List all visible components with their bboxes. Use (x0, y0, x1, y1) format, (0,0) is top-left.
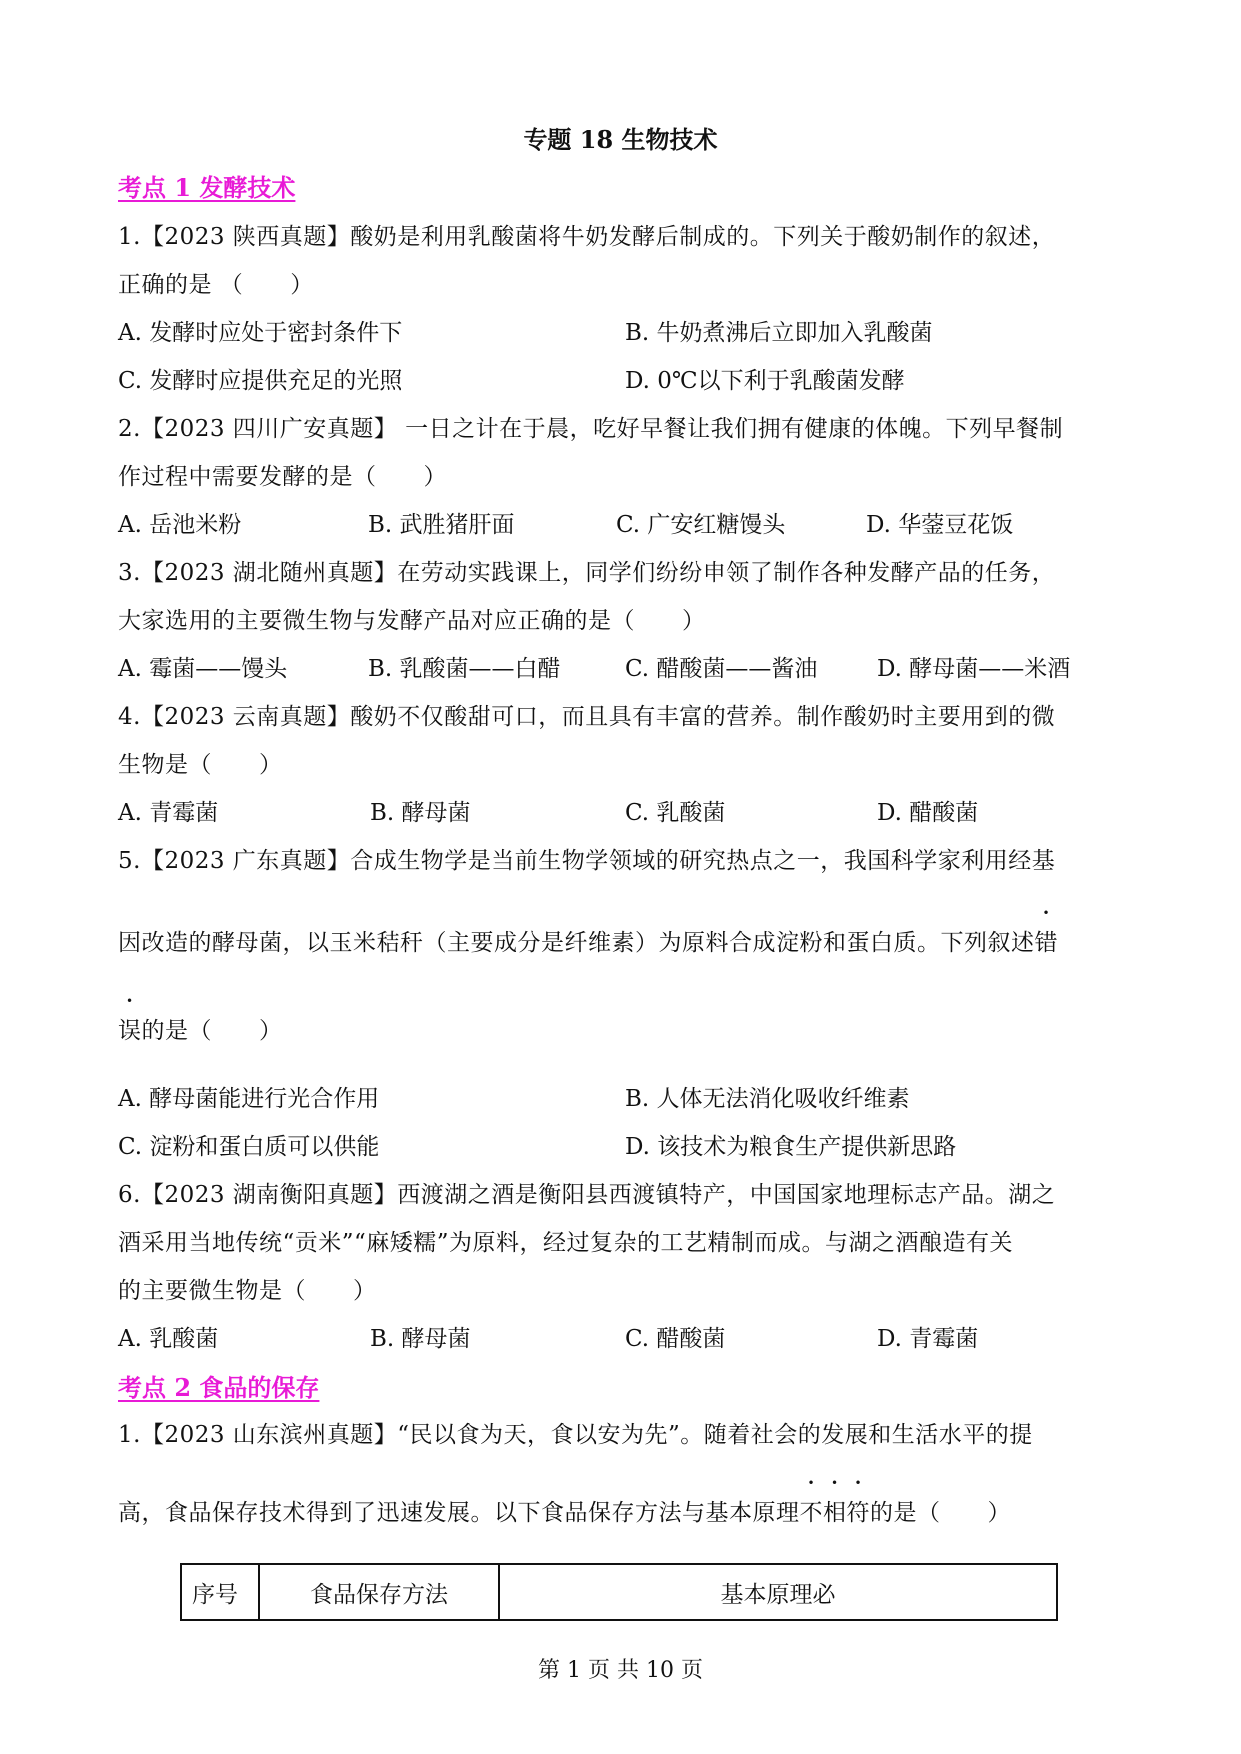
question-table (180, 1563, 1058, 1621)
option-d: D. 0℃以下利于乳酸菌发酵 (625, 368, 905, 394)
question-text: 2.【2023 四川广安真题】 一日之计在于晨，吃好早餐让我们拥有健康的体魄。下列早餐制 (118, 416, 1064, 442)
option-a: A. 岳池米粉 (118, 512, 242, 538)
option-b: B. 人体无法消化吸收纤维素 (625, 1086, 910, 1112)
emphasis-char: 相 (823, 1500, 847, 1526)
option-a: A. 酵母菌能进行光合作用 (118, 1086, 380, 1112)
page-title: 专题 18 生物技术 (523, 125, 718, 154)
table-header-cell: 基本原理必 (499, 1564, 1057, 1620)
question-text: 生物是（ ） (118, 752, 283, 778)
option-d: D. 酵母菌——米酒 (877, 656, 1071, 682)
question-text: 正确的是 （ ） (118, 272, 314, 298)
option-a: A. 霉菌——馒头 (118, 656, 288, 682)
table-header-cell: 食品保存方法 (259, 1564, 499, 1620)
option-b: B. 酵母菌 (370, 1326, 471, 1352)
question-text (118, 1494, 1011, 1527)
option-c: C. 淀粉和蛋白质可以供能 (118, 1134, 380, 1160)
option-a: A. 乳酸菌 (118, 1326, 219, 1352)
emphasis-char: 错 (1034, 930, 1058, 956)
option-b: B. 乳酸菌——白醋 (368, 656, 561, 682)
option-a: A. 发酵时应处于密封条件下 (118, 320, 403, 346)
question-text: 3.【2023 湖北随州真题】在劳动实践课上，同学们纷纷申领了制作各种发酵产品的任务， (118, 560, 1056, 586)
emphasis-char: 不 (799, 1500, 823, 1526)
question-text-part: 的是（ ） (870, 1500, 1011, 1526)
option-a: A. 青霉菌 (118, 800, 219, 826)
emphasis-text (800, 1500, 871, 1526)
question-text: 大家选用的主要微生物与发酵产品对应正确的是（ ） (118, 608, 706, 634)
option-b: B. 牛奶煮沸后立即加入乳酸菌 (625, 320, 933, 346)
question-text: 酒采用当地传统“贡米”“麻矮糯”为原料，经过复杂的工艺精制而成。与湖之酒酿造有关 (118, 1230, 1014, 1256)
question-text: 1.【2023 陕西真题】酸奶是利用乳酸菌将牛奶发酵后制成的。下列关于酸奶制作的叙述， (118, 224, 1056, 250)
question-text: 5.【2023 广东真题】合成生物学是当前生物学领域的研究热点之一，我国科学家利用经基 (118, 848, 1056, 874)
section-heading: 考点 2 食品的保存 (118, 1373, 320, 1402)
emphasis-char: 符 (846, 1500, 870, 1526)
section-heading: 考点 1 发酵技术 (118, 173, 296, 202)
question-text (118, 1012, 283, 1045)
question-text (118, 924, 1058, 957)
table-header-row (181, 1564, 1057, 1620)
option-d: D. 醋酸菌 (877, 800, 979, 826)
question-text: 6.【2023 湖南衡阳真题】西渡湖之酒是衡阳县西渡镇特产，中国国家地理标志产品。湖之 (118, 1182, 1056, 1208)
question-text: 1.【2023 山东滨州真题】“民以食为天，食以安为先”。随着社会的发展和生活水平的提 (118, 1422, 1033, 1448)
question-text: 的主要微生物是（ ） (118, 1278, 377, 1304)
option-c: C. 广安红糖馒头 (616, 512, 786, 538)
emphasis-char: 误 (118, 1018, 142, 1044)
question-text: 作过程中需要发酵的是（ ） (118, 464, 447, 490)
option-d: D. 华蓥豆花饭 (866, 512, 1014, 538)
page-footer: 第 1 页 共 10 页 (538, 1658, 703, 1683)
option-b: B. 武胜猪肝面 (368, 512, 515, 538)
question-text-part: 的是（ ） (141, 1018, 283, 1044)
question-text-part: 高，食品保存技术得到了迅速发展。以下食品保存方法与基本原理 (118, 1500, 800, 1526)
option-c: C. 醋酸菌——酱油 (625, 656, 818, 682)
option-c: C. 醋酸菌 (625, 1326, 726, 1352)
table-header-cell: 序号 (181, 1564, 259, 1620)
question-text-part: 因改造的酵母菌，以玉米秸秆（主要成分是纤维素）为原料合成淀粉和蛋白质。下列叙述 (118, 930, 1035, 956)
question-text: 4.【2023 云南真题】酸奶不仅酸甜可口，而且具有丰富的营养。制作酸奶时主要用到的微 (118, 704, 1056, 730)
option-d: D. 该技术为粮食生产提供新思路 (625, 1134, 957, 1160)
option-d: D. 青霉菌 (877, 1326, 979, 1352)
option-b: B. 酵母菌 (370, 800, 471, 826)
option-c: C. 发酵时应提供充足的光照 (118, 368, 403, 394)
option-c: C. 乳酸菌 (625, 800, 726, 826)
